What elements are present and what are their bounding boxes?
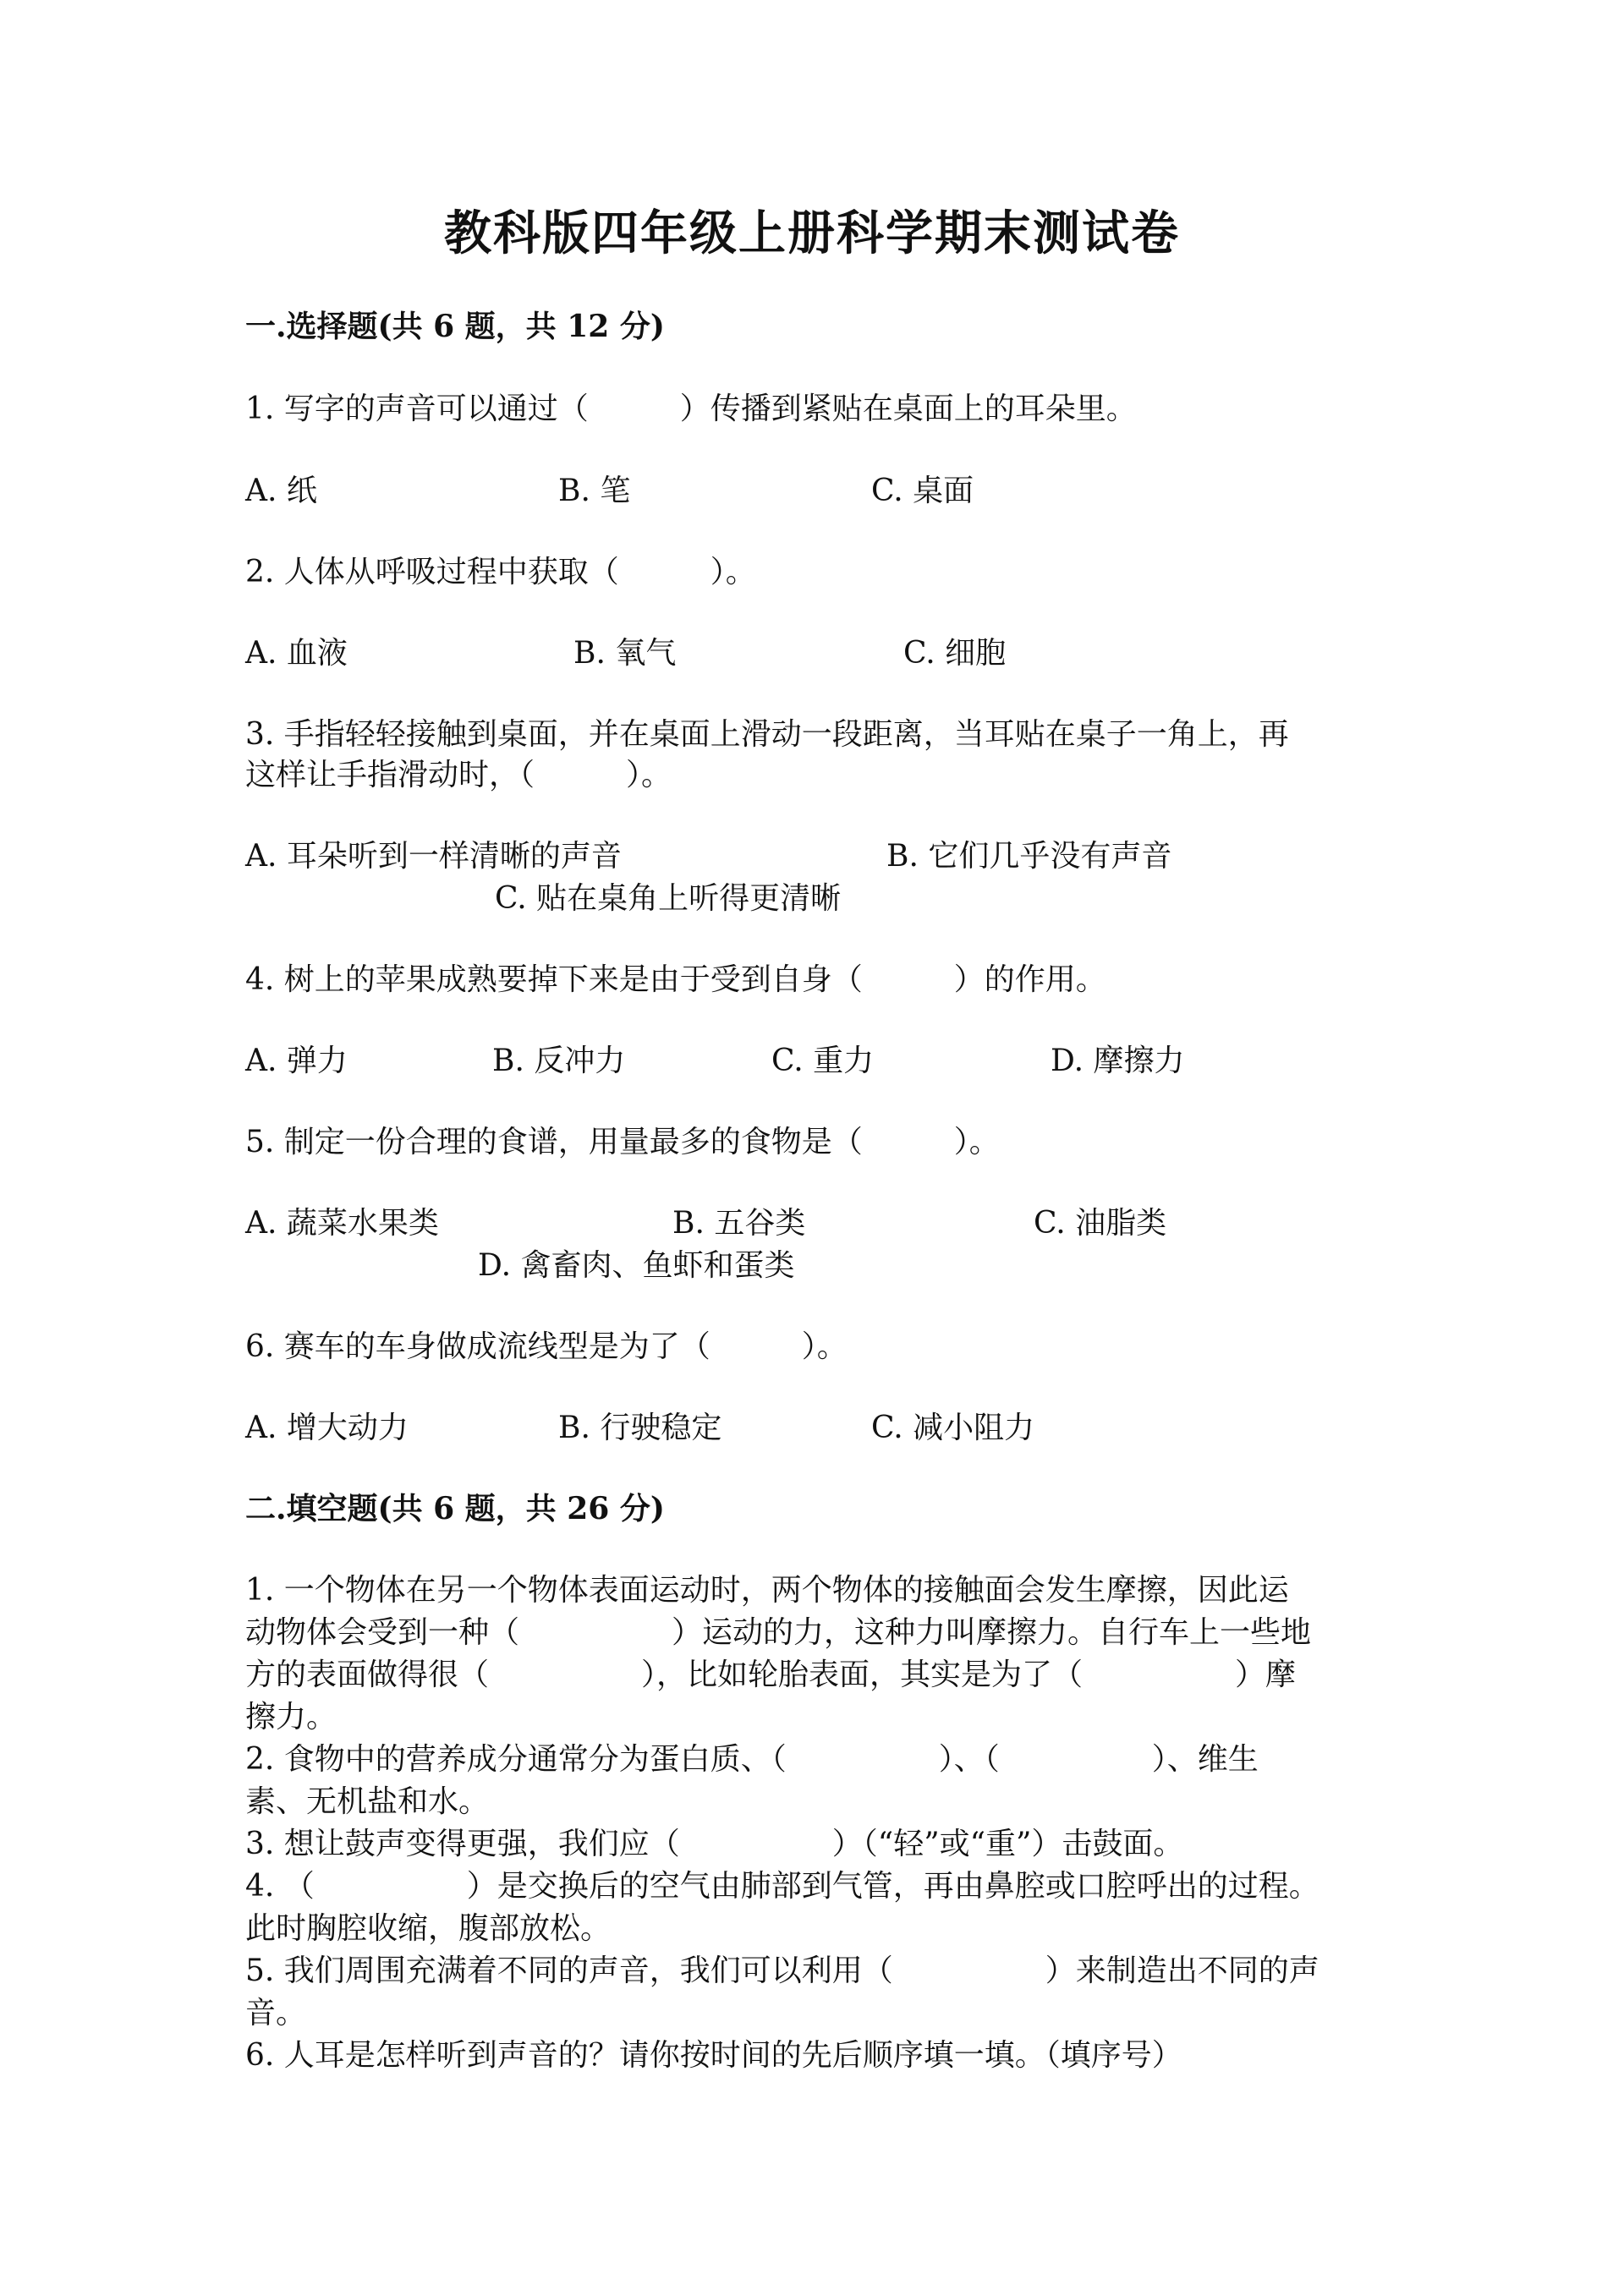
fill-blank-line: 4. （ ）是交换后的空气由肺部到气管，再由鼻腔或口腔呼出的过程。 [245,1869,1320,1904]
question-1-stem: 1. 写字的声音可以通过（ ）传播到紧贴在桌面上的耳朵里。 [245,392,1137,426]
question-5-option-d: D. 禽畜肉、鱼虾和蛋类 [478,1248,795,1283]
question-3-stem-line-2: 这样让手指滑动时，（ ）。 [245,758,672,792]
fill-blank-line: 2. 食物中的营养成分通常分为蛋白质、（ ）、（ ）、维生 [245,1742,1259,1777]
fill-blank-line: 音。 [245,1996,307,2030]
question-4-option-b: B. 反冲力 [492,1044,626,1078]
question-3-option-b: B. 它们几乎没有声音 [886,839,1172,874]
fill-blank-line: 擦力。 [245,1700,337,1734]
question-4-stem: 4. 树上的苹果成熟要掉下来是由于受到自身（ ）的作用。 [245,962,1106,997]
fill-blank-line: 5. 我们周围充满着不同的声音，我们可以利用（ ）来制造出不同的声 [245,1954,1320,1988]
question-2-stem: 2. 人体从呼吸过程中获取（ ）。 [245,555,756,589]
section-heading-choice: 一.选择题(共 6 题，共 12 分) [245,309,665,344]
question-6-option-c: C. 减小阻力 [871,1411,1035,1445]
section-heading-fill-blank: 二.填空题(共 6 题，共 26 分) [245,1491,665,1526]
question-4-option-d: D. 摩擦力 [1051,1044,1185,1078]
question-3-stem-line-1: 3. 手指轻轻接触到桌面，并在桌面上滑动一段距离，当耳贴在桌子一角上，再 [245,717,1289,752]
fill-blank-line: 1. 一个物体在另一个物体表面运动时，两个物体的接触面会发生摩擦，因此运 [245,1573,1289,1608]
question-1-option-a: A. 纸 [245,474,317,508]
question-6-stem: 6. 赛车的车身做成流线型是为了（ ）。 [245,1329,848,1364]
question-4-option-a: A. 弹力 [245,1044,348,1078]
page-title: 教科版四年级上册科学期末测试卷 [444,205,1180,261]
question-6-option-a: A. 增大动力 [245,1411,409,1445]
fill-blank-line: 方的表面做得很（ ），比如轮胎表面，其实是为了（ ）摩 [245,1658,1297,1692]
fill-blank-line: 3. 想让鼓声变得更强，我们应（ ）（“轻”或“重”）击鼓面。 [245,1827,1184,1861]
question-1-option-c: C. 桌面 [871,474,974,508]
question-1-option-b: B. 笔 [558,474,631,508]
question-3-option-c: C. 贴在桌角上听得更清晰 [495,881,842,916]
question-2-option-b: B. 氧气 [573,636,677,671]
fill-blank-line: 素、无机盐和水。 [245,1784,490,1819]
fill-blank-line: 动物体会受到一种（ ）运动的力，这种力叫摩擦力。自行车上一些地 [245,1615,1312,1650]
question-2-option-c: C. 细胞 [903,636,1007,671]
question-5-option-b: B. 五谷类 [672,1206,806,1241]
question-2-option-a: A. 血液 [245,636,348,671]
question-3-option-a: A. 耳朵听到一样清晰的声音 [245,839,622,874]
fill-blank-line: 此时胸腔收缩，腹部放松。 [245,1911,612,1946]
question-5-option-c: C. 油脂类 [1034,1206,1167,1241]
question-6-option-b: B. 行驶稳定 [558,1411,722,1445]
question-4-option-c: C. 重力 [771,1044,875,1078]
fill-blank-line: 6. 人耳是怎样听到声音的？请你按时间的先后顺序填一填。（填序号） [245,2038,1182,2073]
question-5-option-a: A. 蔬菜水果类 [245,1206,439,1241]
question-5-stem: 5. 制定一份合理的食谱，用量最多的食物是（ ）。 [245,1125,1000,1159]
